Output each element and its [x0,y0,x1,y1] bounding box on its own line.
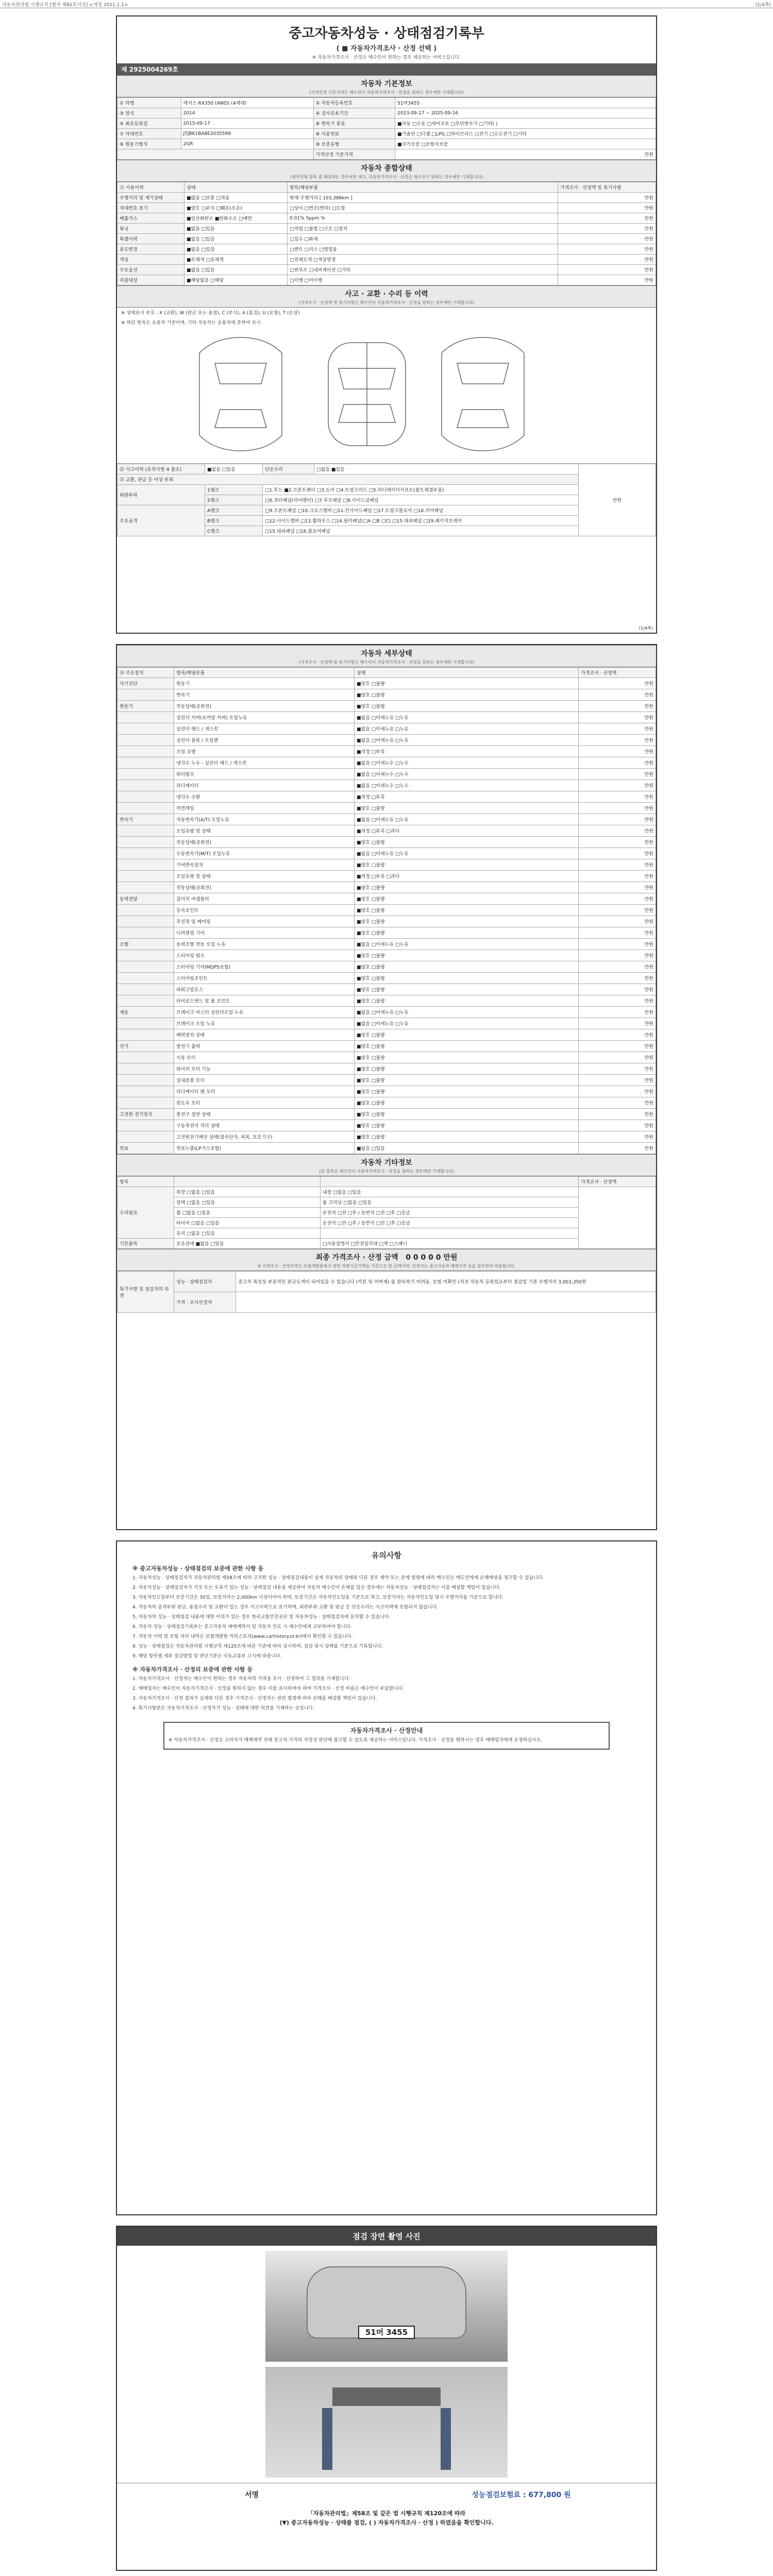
notice-list [132,1675,641,1713]
table-row: 배출가스 ■일산화탄소 ■탄화수소 □매연 0.01% 5ppm % 만원 [117,213,656,224]
etc-note: (⑮ 항목은 매수인이 자동차가격조사 · 산정을 원하는 경우에만 기재합니다) [117,1168,656,1176]
table-row: 고전원 전기장치 충전구 절연 상태 ■양호 □불량 만원 [117,1109,656,1120]
accident-table [117,464,656,536]
table-row: 워터펌프 ■없음 □미세누수 □누수 만원 [117,769,656,780]
signature-row [117,2483,656,2506]
table-row: 조향 동력조향 작동 오일 누유 ■없음 □미세누유 □누유 만원 [117,939,656,950]
lift-post-icon [322,2408,332,2470]
table-row: 실린더 커버(로커암 커버) 오일누유 ■없음 □미세누유 □누유 만원 [117,712,656,723]
total-price-note: ※ 가격조사 · 산정가격은 보험개발원에서 정한 차량기준가액을 기준으로 한 금액이며, 산정자는 중고자동차 매매가격 등을 참조하여 적용합니다. [117,1263,656,1271]
table-row: 특별이력 ■없음 □있음 □침수 □화재 만원 [117,234,656,244]
table-row: 차대번호 표기 ■양호 □부식 □훼손(오손) □상이 □변조(변타) □도말 만원 [117,203,656,213]
notice-item: 8. 성능 · 상태점검은 자동차관리법 시행규칙 제120조에 따른 기준에 따라 실시하며, 점검 당시 상태를 기준으로 기록합니다. [132,1644,383,1649]
table-row: 특기사항 및 점검자의 의견 성능 · 상태점검자 중고차 특성상 부분적인 판금도색이 되어있을 수 있습니다 (카본 및 커버제) 를 판독하기 어려움. 보험 미확인 (직전 자동차 등록일로부터 점검일 기준 주행거리 3,003,350원 [117,1272,656,1292]
notice-item: 2. 자동차성능 · 상태점검자가 거짓 또는 오류가 있는 성능 · 상태점검 내용을 제공하여 자동차 매수인이 손해를 입은 경우에는 자동차성능 · 상태점검자는 이를 배상할 책임이 있습니다. [132,1585,501,1590]
table-row: 용도변경 ■없음 □있음 □렌트 □리스 □영업용 만원 [117,244,656,255]
accident-legend-2: ※ 하단 항목은 승용차 기준이며, 기타 자동차는 승용차에 준하여 표시 [121,320,261,326]
table-row: C랭크 □15.대쉬패널 □16.플로어패널 [117,526,656,536]
table-row: 휠 □없음 □있음 운전석 □전 □후 / 동반석 □전 □후 □응급 [117,1208,656,1218]
table-row: ⑨ 원동기형식 2GR ⑩ 보증유형 ■자가보증 □보험사보증 [117,139,656,149]
table-row: 튜닝 ■없음 □있음 □적법 □불법 □구조 □장치 만원 [117,224,656,234]
table-row: 스티어링 펌프 ■양호 □불량 만원 [117,950,656,961]
table-row: ⑫ 사고이력 (유의사항 4 참조) ■없음 □있음 단순수리 □없음 ■있음 만원 [117,464,656,474]
table-row: 파워고압호스 ■양호 □불량 만원 [117,984,656,995]
table-row: 오일 유량 ■적정 □부족 만원 [117,746,656,757]
header-note: ※ 자동차가격조사 · 산정은 매수인이 원하는 경우 제공하는 서비스입니다. [312,55,461,60]
table-row: 윈도우 모터 ■양호 □불량 만원 [117,1097,656,1109]
table-row: 냉각수 누수 - 실린더 헤드 / 개스킷 ■없음 □미세누수 □누수 만원 [117,757,656,769]
summary-heading: 자동차 종합상태 [117,160,656,174]
table-row: ③ 연식 2014 ④ 검사유효기간 2023-09-17 ~ 2025-09-16 [117,108,656,118]
table-row: 전기 발전기 출력 ■양호 □불량 만원 [117,1041,656,1052]
summary-note: (세부상태 항목 중 해당하는 경우에만 체크, 자동차가격조사 · 산정은 매수인이 원하는 경우에만 기재합니다) [117,174,656,182]
photo-area [117,2246,656,2483]
table-row: 리콜대상 ■해당없음 □해당 □이행 □미이행 만원 [117,275,656,285]
table-row: 기어변속장치 ■양호 □불량 만원 [117,859,656,871]
table-row: 색상 ■무채색 □유채색 □전체도색 □색상변경 만원 [117,255,656,265]
table-row: 브레이크 오일 누유 ■없음 □미세누유 □누유 만원 [117,1018,656,1029]
notice-item: 3. 자동차가격조사 · 산정 결과가 실제와 다른 경우 가격조사 · 산정자는 관련 법령에 따라 손해를 배상할 책임이 있습니다. [132,1696,377,1701]
notice-item: 1. 자동차성능 · 상태점검자가 자동차관리법 제58조에 따라 고지한 성능 · 상태점검내용이 실제 자동차의 상태와 다른 경우 계약 또는 관계 법령에 따라 매수인은 매도인에게 손해배상을 청구할 수 있습니다. [132,1575,544,1581]
table-header-row: ⑪ 사용이력 상태 항목/해당부품 가격조사 · 산정액 및 특기사항 [117,182,656,193]
table-row: 시동 모터 ■양호 □불량 만원 [117,1052,656,1063]
table-row: 스티어링 기어(MDPS포함) ■양호 □불량 만원 [117,961,656,973]
photos-title: 점검 장면 촬영 사진 [117,2227,656,2246]
page-2 [116,644,657,1530]
lift-post-icon [441,2408,451,2470]
table-row: 광택 □없음 □있음 룸 크리닝 □없음 □있음 [117,1197,656,1208]
table-row: 원동기 작동상태(공회전) ■양호 □불량 만원 [117,701,656,712]
etc-heading: 자동차 기타정보 [117,1154,656,1168]
page-title: 중고자동차성능 · 상태점검기록부 [289,26,484,41]
total-price-heading: 최종 가격조사 · 산정 금액 0 0 0 0 0 만원 [117,1249,656,1263]
table-row: 수리필요 외장 □없음 □있음 내장 □없음 □있음 [117,1187,656,1197]
accident-legend: ※ 상태표시 부호 : X (교환), W (판금 또는 용접), C (부식), A (흠집), U (요철), T (손상) [121,311,300,316]
table-row: 변속기 자동변속기(A/T) 오일누유 ■없음 □미세누유 □누유 만원 [117,814,656,825]
total-price-value: 0 0 0 0 0 만원 [406,1253,458,1262]
table-row: 등속조인트 ■양호 □불량 만원 [117,905,656,916]
notice-item: 7. 자동차 이력 및 보험 처리 내역은 보험개발원 카히스토리(www.carhistory.or.kr)에서 확인할 수 있습니다. [132,1634,353,1639]
table-row: 라디에이터 팬 모터 ■양호 □불량 만원 [117,1086,656,1097]
table-row: ⑦ 차대번호 JTJBK1BA8E2035599 ⑧ 사용연료 ■가솔린 □디젤 □LPG □하이브리드 □전기 □수소전기 □기타 [117,129,656,139]
table-row: 추진축 및 베어링 ■양호 □불량 만원 [117,916,656,927]
notice-item: 4. 자동차의 골격부위 판금, 용접수리 및 교환이 있는 경우 사고이력으로 표기하며, 외판부위 교환 및 판금 등 단순수리는 사고이력에 포함되지 않습니다. [132,1605,439,1610]
lift-photo [265,2367,508,2478]
table-row: 오일유량 및 상태 ■적정 □부족 □과다 만원 [117,871,656,882]
car-underside-icon [332,2387,441,2406]
basic-info-table [117,97,656,160]
notice-heading-1: ※ 중고자동차성능 · 상태점검의 보증에 관한 사항 등 [132,1565,264,1572]
notice-title: 유의사항 [372,1551,401,1560]
certification-line-1: 「자동차관리법」제58조 및 같은 법 시행규칙 제120조에 따라 [307,2510,466,2517]
table-row: 와이퍼 모터 기능 ■양호 □불량 만원 [117,1063,656,1075]
notice-section [117,1541,656,1757]
detail-note: (가격조사 · 산정액 및 특기사항은 매수인이 자동차가격조사 · 산정을 원하는 경우에만 기재합니다) [117,659,656,667]
page-subtitle: ( ■ 자동차가격조사 · 산정 선택 ) [336,45,437,53]
notice-item: 4. 특기사항란은 자동차가격조사 · 산정자가 성능 · 상태에 대한 의견을 기재하는 곳입니다. [132,1706,314,1711]
notice-item: 9. 해당 항목별 세부 점검방법 및 판단기준은 국토교통부 고시에 따릅니다. [132,1654,282,1659]
price-guide-title: 자동차가격조사 · 산정안내 [350,1727,423,1734]
table-row: B랭크 □12.사이드멤버 □13.휠하우스 □14.필러패널(□A □B □C) □15.대쉬패널 □19.패키지트레이 [117,516,656,526]
table-row: 라디에이터 ■없음 □미세누수 □누수 만원 [117,780,656,791]
table-row: 2랭크 □6.쿼터패널(리어펜더) □7.루프패널 □8.사이드실패널 [117,495,656,505]
page-footer: (1/4쪽) [639,626,653,631]
price-guide-box [163,1722,610,1750]
notice-item: 1. 자동차가격조사 · 산정자는 매수인이 원하는 경우 자동차의 가격을 조사 · 산정하여 그 결과를 기재합니다. [132,1676,350,1682]
table-row: 동력전달 클러치 어셈블리 ■양호 □불량 만원 [117,893,656,905]
table-row: 타이로드엔드 및 볼 조인트 ■양호 □불량 만원 [117,995,656,1007]
page-4 [116,2226,657,2571]
table-header-row: ⑭ 주요장치 항목/해당부품 상태 가격조사 · 산정액 [117,668,656,678]
notice-list [132,1574,641,1660]
basic-info-note: (가격산정 기준가격은 매수인이 자동차가격조사 · 산정을 원하는 경우에만 기재합니다) [117,90,656,97]
table-row: 자기진단 원동기 ■양호 □불량 만원 [117,678,656,689]
certification-line-2: (▼) 중고자동차성능 · 상태를 점검, ( ) 자동차가격조사 · 산정 ) 하였음을 확인합니다. [279,2519,494,2526]
table-row: 냉각수 수량 ■적정 □부족 만원 [117,791,656,803]
notice-heading-2: ※ 자동차가격조사 · 산정의 보증에 관한 사항 등 [132,1666,253,1673]
table-row: 연료 연료누출(LP가스포함) ■없음 □있음 만원 [117,1143,656,1154]
license-plate: 51머 3455 [358,2326,415,2339]
table-row: 수동변속기(M/T) 오일누유 ■없음 □미세누유 □누유 만원 [117,848,656,859]
inspection-fee: 성능점검보험료 : 677,800 원 [472,2491,571,2499]
accident-note: (가격조사 · 산정액 및 특기사항은 매수인이 자동차가격조사 · 산정을 원하는 경우에만 기재합니다) [117,300,656,308]
table-row: 오일유량 및 상태 ■적정 □부족 □과다 만원 [117,825,656,837]
car-outline-icon [184,332,586,456]
notice-item: 2. 매매업자는 매수인이 자동차가격조사 · 산정을 원하지 않는 경우 이를 표시하여야 하며 가격조사 · 산정 비용은 매수인이 부담합니다. [132,1686,404,1691]
table-row: 구동축전지 격리 상태 ■양호 □불량 만원 [117,1120,656,1131]
table-row: 작동상태(공회전) ■양호 □불량 만원 [117,837,656,848]
table-row: 타이어 □없음 □있음 운전석 □전 □후 / 동반석 □전 □후 □응급 [117,1218,656,1228]
table-row: ① 차명 렉서스 RX350 (AWD) (4세대) ② 자동차등록번호 51머3455 [117,98,656,108]
table-row: 가격 · 조사산정자 [117,1292,656,1313]
page-1 [116,15,657,634]
table-row: 커먼레일 ■양호 □불량 만원 [117,803,656,814]
table-row: 유리 □없음 □있음 [117,1228,656,1239]
table-row: 제동 브레이크 마스터 실린더오일 누유 ■없음 □미세누유 □누유 만원 [117,1007,656,1018]
table-row: 스티어링조인트 ■양호 □불량 만원 [117,973,656,984]
table-row: 기본품목 보유상태 ■없음 □있음 □사용설명서 □안전삼각대 □잭 □스패너 [117,1239,656,1249]
table-row: 주행거리 및 계기상태 ■많음 □보통 □적음 현재 주행거리 [ 103,386km ] 만원 [117,193,656,203]
car-diagram [117,327,656,464]
table-row: 실린더 헤드 / 개스킷 ■없음 □미세누유 □누유 만원 [117,723,656,735]
table-row: 가격산정 기준가격 만원 [117,149,656,160]
table-row: ⑤ 최초등록일 2015-09-17 ⑥ 변속기 종류 ■자동 □수동 □세미오토 □무단변속기 □기타( ) [117,118,656,129]
notice-item: 3. 자동차인도일부터 보증기간은 30일, 보증거리는 2,000km 이상이어야 하며, 보증기간은 자동차인도일을 기준으로 하고, 보증거리는 자동차인도일 당시 주행거리를 기준으로 합니다. [132,1595,503,1600]
table-row: 변속기 ■양호 □불량 만원 [117,689,656,701]
table-row: 고전원전기배선 상태(접속단자, 피복, 보호기구) ■양호 □불량 만원 [117,1131,656,1143]
table-row: 실린더 블록 / 오일팬 ■없음 □미세누유 □누유 만원 [117,735,656,746]
page-3 [116,1540,657,2215]
basic-info-heading: 자동차 기본정보 [117,75,656,90]
table-row: 외판부위 1랭크 □1.후드 ■2.프론트펜더 □3.도어 □4.트렁크리드 □5.라디에이터서포트(볼트체결부품) [117,485,656,495]
table-row: 배력장치 상태 ■양호 □불량 만원 [117,1029,656,1041]
table-row: 실내송풍 모터 ■양호 □불량 만원 [117,1075,656,1086]
detail-heading: 자동차 세부상태 [117,645,656,659]
form-reference-bar [0,0,773,8]
table-row: ⑬ 교환, 판금 등 이상 부위 [117,474,656,485]
notice-item: 6. 자동차 성능 · 상태점검기록부는 중고자동차 매매계약서 및 자동차 인도 시 매수인에게 교부하여야 합니다. [132,1624,352,1630]
page-indicator: (1/4쪽) [755,3,771,8]
document-number: 제 2925004269호 [117,63,656,75]
price-guide-text: ※ 자동차가격조사 · 산정은 소비자가 매매계약 전에 중고차 가격의 적정성 판단에 참고할 수 있도록 제공하는 서비스입니다. 가격조사 · 산정을 원하시는 경우 매매업자에게 요청하십시오. [169,1738,543,1743]
etc-table [117,1176,656,1249]
table-header-row: 항목 가격조사 · 산정액 [117,1177,656,1187]
summary-table [117,182,656,285]
table-row: 작동상태(공회전) ■양호 □불량 만원 [117,882,656,893]
table-row: 디퍼렌셜 기어 ■양호 □불량 만원 [117,927,656,939]
form-reference: 자동차관리법 시행규칙 [별지 제82호서식] <개정 2021.1.1> [2,3,128,8]
accident-heading: 사고 · 교환 · 수리 등 이력 [117,285,656,300]
table-row: 주요골격 A랭크 □9.프론트패널 □10.크로스멤버 □11.인사이드패널 □17.트렁크플로어 □18.리어패널 [117,505,656,516]
table-row: 주요옵션 ■없음 □있음 □썬루프 □네비게이션 □기타 만원 [117,265,656,275]
special-notes-table [117,1271,656,1313]
detail-table [117,667,656,1154]
signature-label: 서명 [244,2491,259,2499]
front-photo [265,2251,508,2362]
notice-item: 5. 자동차의 성능 · 상태점검 내용에 대한 이의가 있는 경우 한국교통안전공단 및 자동차성능 · 상태점검자에 문의할 수 있습니다. [132,1615,391,1620]
